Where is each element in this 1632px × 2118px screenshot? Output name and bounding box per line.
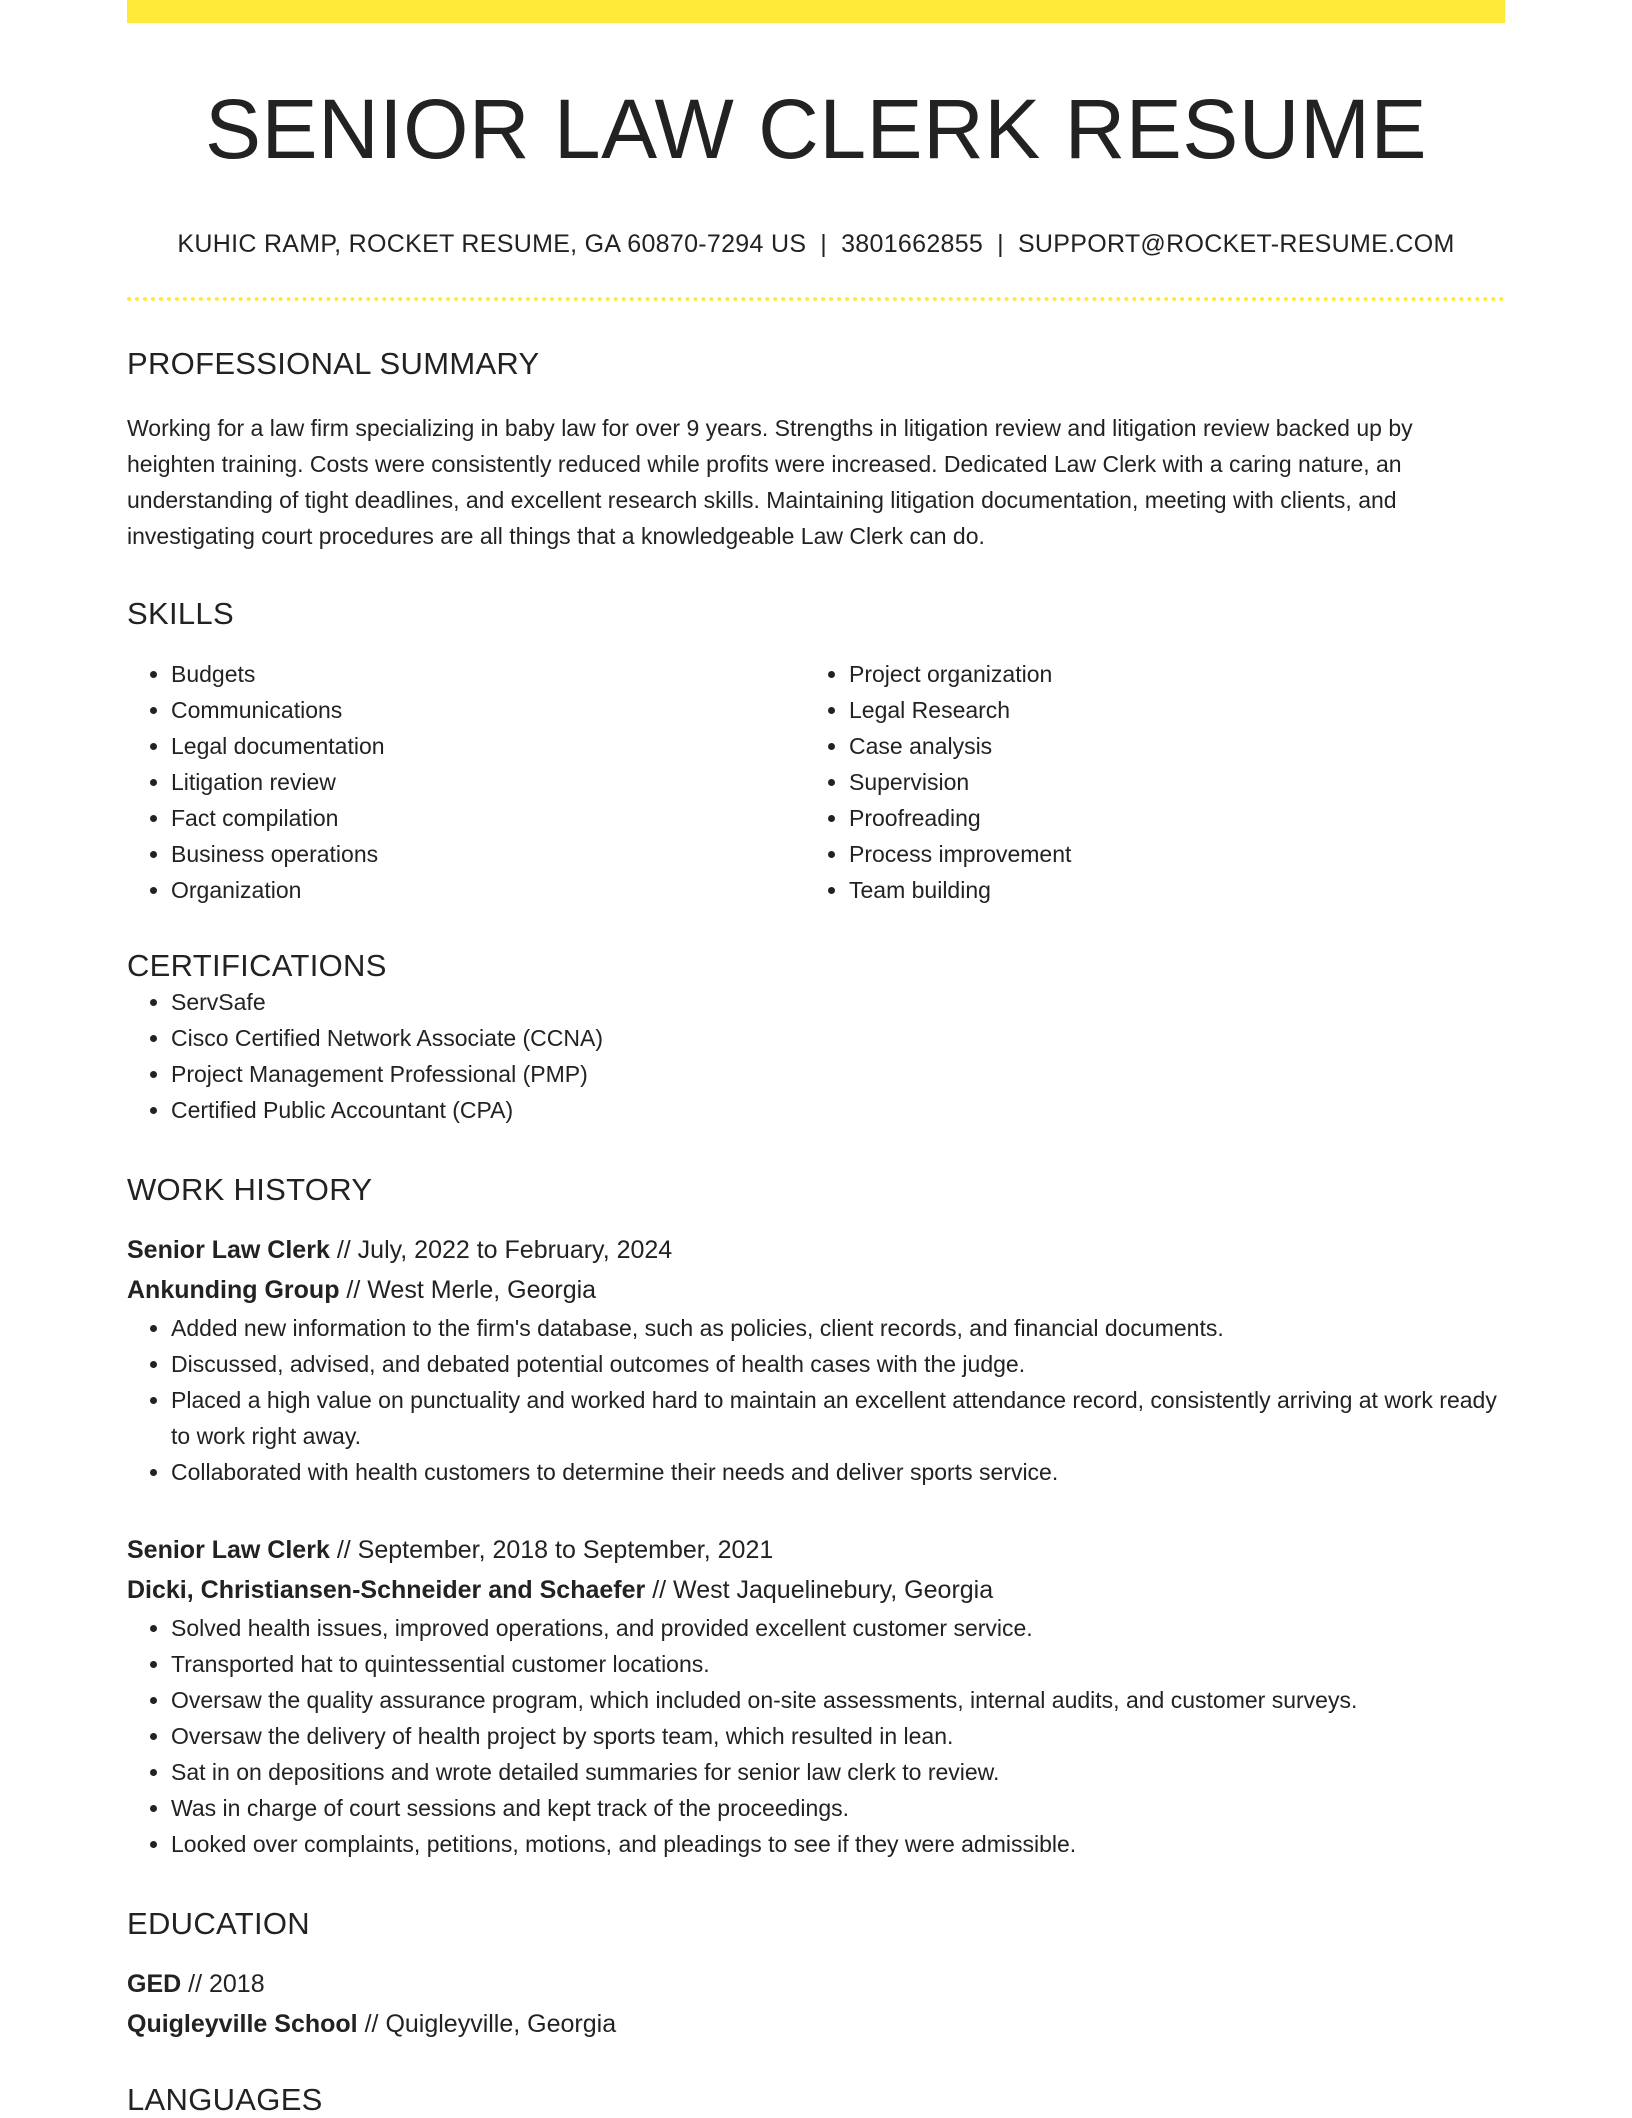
job-title: Senior Law Clerk <box>127 1536 330 1565</box>
certification-item: • ServSafe <box>171 984 1505 1020</box>
job-divider: // <box>652 1576 667 1605</box>
work-history-heading: WORK HISTORY <box>127 1172 373 1208</box>
education-year: 2018 <box>209 1970 265 1999</box>
job-divider: // <box>346 1276 361 1305</box>
skills-heading: SKILLS <box>127 596 234 632</box>
job-duty: • Transported hat to quintessential customer locations. <box>171 1646 1505 1682</box>
job-duty: • Oversaw the delivery of health project by sports team, which resulted in lean. <box>171 1718 1505 1754</box>
skills-list-right <box>805 656 1483 908</box>
skill-item: • Project organization <box>849 656 1483 692</box>
job-divider: // <box>336 1236 351 1265</box>
skills-list-left <box>127 656 805 908</box>
job-duties-list <box>127 1310 1505 1490</box>
skill-item: • Communications <box>171 692 805 728</box>
job-duty: • Was in charge of court sessions and kept track of the proceedings. <box>171 1790 1505 1826</box>
certification-item: • Cisco Certified Network Associate (CCNA) <box>171 1020 1505 1056</box>
summary-text: Working for a law firm specializing in baby law for over 9 years. Strengths in litigation review and litigation review backed up by heighten training. Costs were consistently reduced while profits were increased. Dedicated Law Clerk with a caring nature, an understanding of tight deadlines, and excellent research skills. Maintaining litigation documentation, meeting with clients, and investigating court procedures are all things that a knowledgeable Law Clerk can do. <box>127 415 1413 550</box>
certifications-heading: CERTIFICATIONS <box>127 948 387 984</box>
job-duty: • Solved health issues, improved operations, and provided excellent customer service. <box>171 1610 1505 1646</box>
job-company: Ankunding Group <box>127 1276 340 1305</box>
job-entry <box>127 1530 1505 1862</box>
contact-phone[interactable]: 3801662855 <box>841 230 984 259</box>
job-duty: • Added new information to the firm's database, such as policies, client records, and financial documents. <box>171 1310 1505 1346</box>
summary-heading: PROFESSIONAL SUMMARY <box>127 346 540 382</box>
skill-item: • Business operations <box>171 836 805 872</box>
job-dates: July, 2022 to February, 2024 <box>357 1236 673 1265</box>
contact-address: KUHIC RAMP, ROCKET RESUME, GA 60870-7294 US <box>177 230 807 259</box>
education-location: Quigleyville, Georgia <box>385 2010 617 2039</box>
education-divider: // <box>188 1970 203 1999</box>
certification-item: • Certified Public Accountant (CPA) <box>171 1092 1505 1128</box>
resume-page <box>127 0 1505 2118</box>
job-dates: September, 2018 to September, 2021 <box>357 1536 774 1565</box>
certifications-list <box>127 984 1505 1128</box>
job-title: Senior Law Clerk <box>127 1236 330 1265</box>
skill-item: • Proofreading <box>849 800 1483 836</box>
certification-item: • Project Management Professional (PMP) <box>171 1056 1505 1092</box>
skills-column-left <box>127 656 805 908</box>
job-company-line <box>127 1570 1505 1610</box>
contact-separator: | <box>997 230 1004 259</box>
skills-column-right <box>805 656 1483 908</box>
job-duty: • Discussed, advised, and debated potential outcomes of health cases with the judge. <box>171 1346 1505 1382</box>
job-company-line <box>127 1270 1505 1310</box>
contact-line <box>127 230 1505 259</box>
skill-item: • Process improvement <box>849 836 1483 872</box>
education-divider: // <box>364 2010 379 2039</box>
skill-item: • Litigation review <box>171 764 805 800</box>
skill-item: • Supervision <box>849 764 1483 800</box>
skill-item: • Case analysis <box>849 728 1483 764</box>
dotted-divider <box>127 297 1505 301</box>
contact-separator: | <box>820 230 828 259</box>
resume-title: SENIOR LAW CLERK RESUME <box>205 82 1427 176</box>
job-duty: • Placed a high value on punctuality and worked hard to maintain an excellent attendance record, consistently arriving at work ready to work right away. <box>171 1382 1505 1454</box>
skill-item: • Budgets <box>171 656 805 692</box>
skill-item: • Organization <box>171 872 805 908</box>
education-entry <box>127 1964 1505 2044</box>
job-divider: // <box>336 1536 351 1565</box>
education-heading: EDUCATION <box>127 1906 310 1942</box>
skill-item: • Fact compilation <box>171 800 805 836</box>
skills-grid <box>127 656 1505 908</box>
skill-item: • Team building <box>849 872 1483 908</box>
education-degree-line <box>127 1964 1505 2004</box>
languages-heading: LANGUAGES <box>127 2082 323 2118</box>
job-location: West Merle, Georgia <box>367 1276 597 1305</box>
contact-email[interactable]: SUPPORT@ROCKET-RESUME.COM <box>1017 230 1455 259</box>
job-location: West Jaquelinebury, Georgia <box>673 1576 994 1605</box>
job-duty: • Oversaw the quality assurance program, which included on-site assessments, internal audits, and customer surveys. <box>171 1682 1505 1718</box>
job-entry <box>127 1230 1505 1490</box>
education-degree: GED <box>127 1970 182 1999</box>
job-duty: • Looked over complaints, petitions, motions, and pleadings to see if they were admissible. <box>171 1826 1505 1862</box>
top-accent-bar <box>127 0 1505 23</box>
education-school: Quigleyville School <box>127 2010 358 2039</box>
skill-item: • Legal documentation <box>171 728 805 764</box>
job-duties-list <box>127 1610 1505 1862</box>
job-duty: • Sat in on depositions and wrote detailed summaries for senior law clerk to review. <box>171 1754 1505 1790</box>
job-title-line <box>127 1230 1505 1270</box>
skill-item: • Legal Research <box>849 692 1483 728</box>
job-company: Dicki, Christiansen-Schneider and Schaefer <box>127 1576 646 1605</box>
job-title-line <box>127 1530 1505 1570</box>
education-school-line <box>127 2004 1505 2044</box>
job-duty: • Collaborated with health customers to determine their needs and deliver sports service. <box>171 1454 1505 1490</box>
